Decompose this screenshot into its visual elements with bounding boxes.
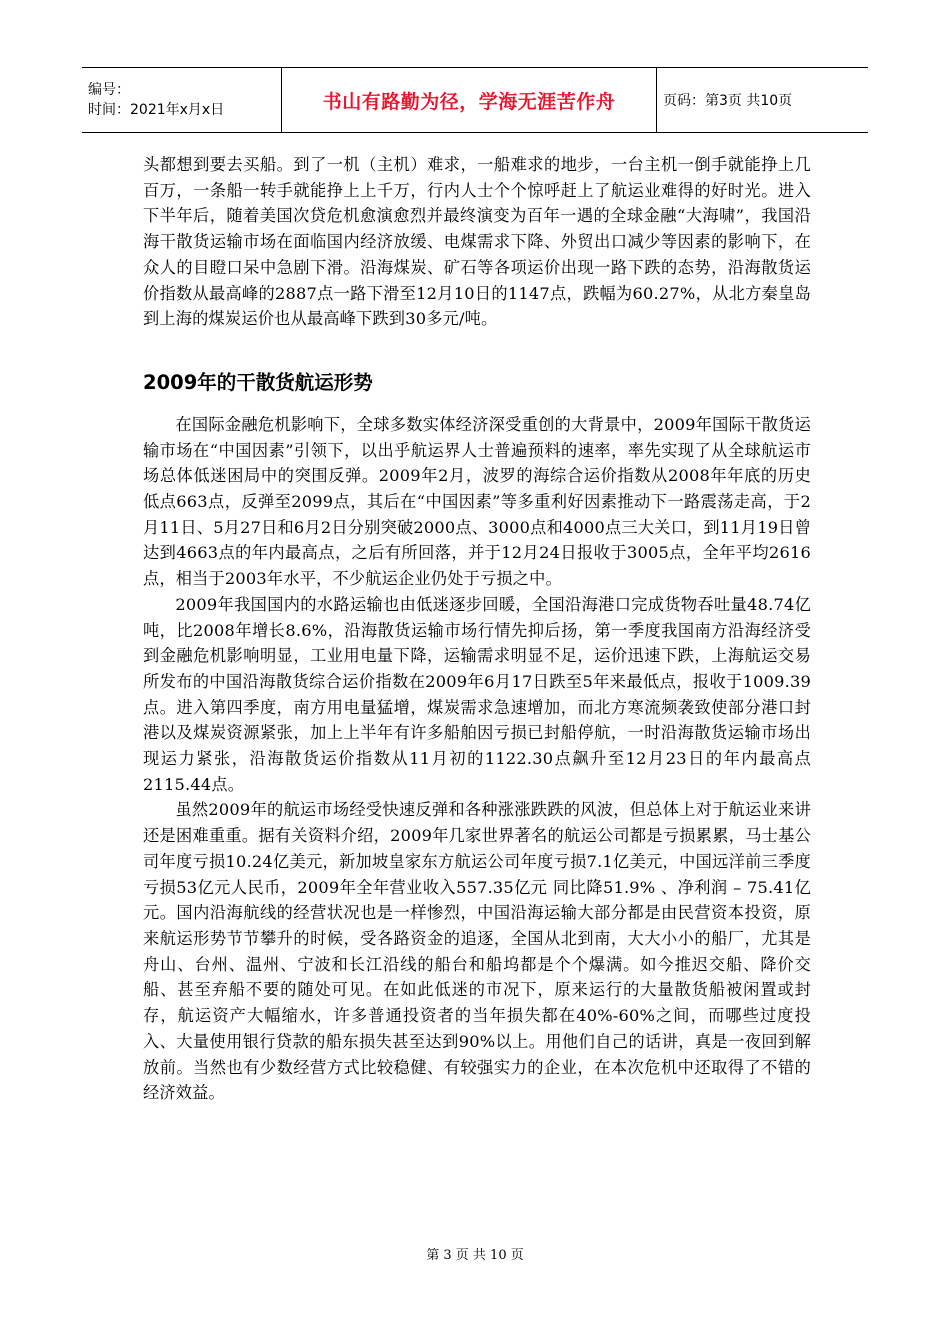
body-paragraph: 在国际金融危机影响下，全球多数实体经济深受重创的大背景中，2009年国际干散货运输市场在“中国因素”引领下，以出乎航运界人士普遍预料的速率，率先实现了从全球航运市场总体低迷困局中的突围反弹。2009年2月，波罗的海综合运价指数从2008年年底的历史低点663点，反弹至2099点，其后在“中国因素”等多重利好因素推动下一路震荡走高，于2月11日、5月27日和6月2日分别突破2000点、3000点和4000点三大关口，到11月19日曾达到4663点的年内最高点，之后有所回落，并于12月24日报收于3005点，全年平均2616点，相当于2003年水平，不少航运企业仍处于亏损之中。 [143,414,811,589]
intro-paragraph: 头都想到要去买船。到了一机（主机）难求，一船难求的地步，一台主机一倒手就能挣上几百万，一条船一转手就能挣上上千万，行内人士个个惊呼赶上了航运业难得的好时光。进入下半年后，随着美国次贷危机愈演愈烈并最终演变为百年一遇的全球金融“大海啸”，我国沿海干散货运输市场在面临国内经济放缓、电煤需求下降、外贸出口减少等因素的影响下，在众人的目瞪口呆中急剧下滑。沿海煤炭、矿石等各项运价出现一路下跌的态势，沿海散货运价指数从最高峰的2887点一路下滑至12月10日的1147点，跌幅为60.27%，从北方秦皇岛到上海的煤炭运价也从最高峰下跌到30多元/吨。 [143,155,811,329]
header-motto-cell [282,68,657,132]
page-footer: 第 3 页 共 10 页 [426,1248,524,1263]
header-page-cell [657,68,868,132]
header-motto: 书山有路勤为径，学海无涯苦作舟 [322,90,616,113]
body-paragraph: 2009年我国国内的水路运输也由低迷逐步回暖，全国沿海港口完成货物吞吐量48.74亿吨，比2008年增长8.6%，沿海散货运输市场行情先抑后扬，第一季度我国南方沿海经济受到金融危机影响明显，工业用电量下降，运输需求明显不足，运价迅速下跌，上海航运交易所发布的中国沿海散货综合运价指数在2009年6月17日跌至5年来最低点，报收于1009.39点。进入第四季度，南方用电量猛增，煤炭需求急速增加，而北方寒流频袭致使部分港口封港以及煤炭资源紧张，加上上半年有许多船舶因亏损已封船停航，一时沿海散货运输市场出现运力紧张，沿海散货运价指数从11月初的1122.30点飙升至12月23日的年内最高点2115.44点。 [143,594,811,794]
page-header [82,67,868,133]
body-paragraph: 虽然2009年的航运市场经受快速反弹和各种涨涨跌跌的风波，但总体上对于航运业来讲还是困难重重。据有关资料介绍，2009年几家世界著名的航运公司都是亏损累累，马士基公司年度亏损10.24亿美元，新加坡皇家东方航运公司年度亏损7.1亿美元，中国远洋前三季度亏损53亿元人民币，2009年全年营业收入557.35亿元 同比降51.9% 、净利润 – 75.41亿元。国内沿海航线的经营状况也是一样惨烈，中国沿海运输大部分都是由民营资本投资，原来航运形势节节攀升的时候，受各路资金的追逐，全国从北到南，大大小小的船厂，尤其是舟山、台州、温州、宁波和长江沿线的船台和船坞都是个个爆满。如今推迟交船、降价交船、甚至弃船不要的随处可见。在如此低迷的市况下，原来运行的大量散货船被闲置或封存，航运资产大幅缩水，许多普通投资者的当年损失都在40%-60%之间，而哪些过度投入、大量使用银行贷款的船东损失甚至达到90%以上。用他们自己的话讲，真是一夜回到解放前。当然也有少数经营方式比较稳健、有较强实力的企业，在本次危机中还取得了不错的经济效益。 [143,800,811,1103]
header-page-info: 页码：第3页 共10页 [663,93,793,109]
section-title: 2009年的干散货航运形势 [143,370,373,394]
time-label: 时间：2021年x月x日 [88,102,225,118]
doc-number-label: 编号： [88,82,130,98]
header-meta [82,68,282,132]
document-body [143,152,811,1106]
